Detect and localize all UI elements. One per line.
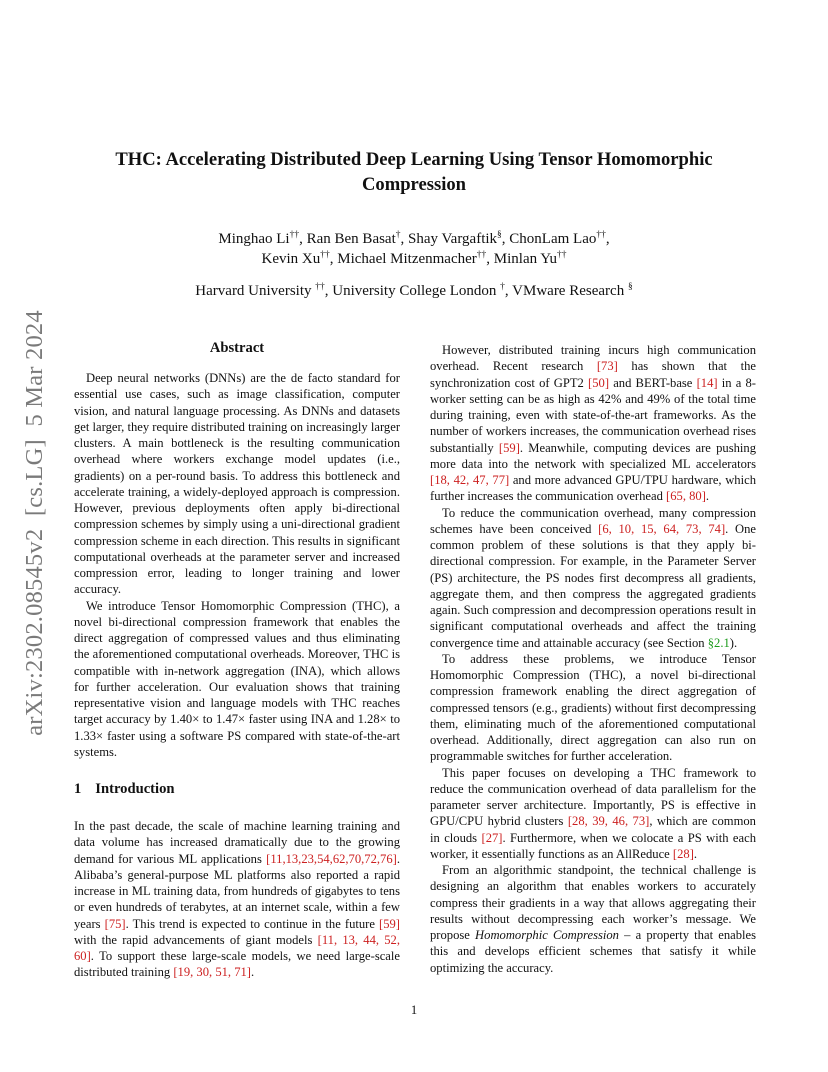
author-name: Michael Mitzenmacher: [337, 251, 477, 267]
arxiv-id-text: arXiv:2302.08545v2 [cs.LG] 5 Mar 2024: [21, 310, 48, 736]
paper-title: THC: Accelerating Distributed Deep Learning Using Tensor Homomorphic Compression: [115, 149, 713, 195]
author-name: ChonLam Lao: [509, 231, 597, 247]
emphasis: Homomorphic Compression: [475, 928, 619, 942]
affiliations: Harvard University ††, University College London †, VMware Research §: [195, 282, 633, 299]
intro-right-column: [430, 342, 756, 976]
paragraph: In the past decade, the scale of machine learning training and data volume has increased dramatically due to the growing demand for various ML applications [11,13,23,54,62,70,72,76]. Alibaba’s general-purpose ML platforms also reported a rapid increase in ML training data, from hundreds of gigabytes to tens or even hundreds of terabytes, at an internet scale, within a few years [75]. This trend is expected to continue in the future [59] with the rapid advancements of giant models [11, 13, 44, 52, 60]. To support these large-scale models, we need large-scale distributed training [19, 30, 51, 71].: [74, 819, 400, 980]
paragraph: This paper focuses on developing a THC framework to reduce the communication overhead of data parallelism for the parameter server architecture. Importantly, PS is effective in GPU/CPU hybrid clusters [28, 39, 46, 73], which are common in clouds [27]. Furthermore, when we colocate a PS with each worker, it essentially functions as an AllReduce [28].: [430, 765, 756, 861]
paragraph: From an algorithmic standpoint, the technical challenge is designing an algorithm that enables workers to accurately compress their gradients in a way that allows aggregating their results without decompressing each worker’s message. We propose Homomorphic Compression – a property that enables this and develops efficient schemes that satisfy it while optimizing the accuracy.: [430, 863, 756, 975]
abstract-heading: Abstract: [209, 340, 265, 356]
affiliation-mark: ††: [315, 282, 325, 292]
affiliation-name: Harvard University: [195, 283, 316, 299]
author-line-1: Minghao Li††, Ran Ben Basat†, Shay Vargaftik§, ChonLam Lao††,: [218, 230, 610, 247]
author-line-2: Kevin Xu††, Michael Mitzenmacher††, Minlan Yu††: [261, 250, 567, 267]
affiliation-mark: ††: [320, 250, 330, 260]
citation-link: [28]: [672, 846, 694, 861]
author-name: Kevin Xu: [261, 251, 321, 267]
section-number: 1: [74, 781, 82, 797]
paragraph: However, distributed training incurs high communication overhead. Recent research [73] has shown that the synchronization cost of GPT2 [50] and BERT-base [14] in a 8-worker setting can be as high as 42% and 49% of the total time during training, even with state-of-the-art frameworks. As the number of workers increases, the communication overhead rises substantially [59]. Meanwhile, computing devices are pushing more data into the network with specialized ML accelerators [18, 42, 47, 77] and more advanced GPU/TPU hardware, which further increases the communication overhead [65, 80].: [430, 343, 756, 504]
affiliation-name: University College London: [332, 283, 501, 299]
author-name: Minlan Yu: [493, 251, 557, 267]
citation-link: [27]: [481, 830, 503, 845]
page-number: 1: [410, 1003, 418, 1017]
citation-link: [28, 39, 46, 73]: [567, 814, 650, 829]
author-list: [80, 229, 748, 269]
citation-link: [11, 13, 44, 52, 60]: [74, 932, 400, 963]
citation-link: [50]: [588, 375, 610, 390]
affiliation-mark: ††: [556, 250, 567, 260]
citation-link: [59]: [379, 916, 400, 931]
abstract-body: [74, 370, 400, 760]
arxiv-identifier: [22, 288, 48, 758]
citation-link: [14]: [696, 375, 718, 390]
paragraph: We introduce Tensor Homomorphic Compression (THC), a novel bi-directional compression framework that enables the direct aggregation of compressed values and thus eliminating the aforementioned computational overheads. Moreover, THC is compatible with in-network aggregation (INA), which allows for further acceleration. Our evaluation shows that training representative vision and language models with THC reaches target accuracy by 1.40× to 1.47× faster using INA and 1.28× to 1.33× faster using a software PS compared with state-of-the-art systems.: [74, 598, 400, 759]
citation-link: [73]: [596, 359, 618, 374]
intro-left-column: [74, 818, 400, 981]
affiliation-mark: †: [500, 282, 505, 292]
citation-link: [6, 10, 15, 64, 73, 74]: [598, 521, 726, 536]
affiliation-mark: ††: [289, 230, 300, 240]
section-ref-link: §2.1: [707, 635, 730, 650]
affiliation-mark: §: [497, 230, 502, 240]
affiliation-mark: †: [395, 230, 401, 240]
citation-link: [19, 30, 51, 71]: [173, 965, 251, 980]
citation-link: [75]: [104, 916, 126, 931]
paragraph: Deep neural networks (DNNs) are the de facto standard for essential use cases, such as image classification, computer vision, and natural language processing. As DNNs and datasets get larger, they require distributed training on increasingly larger clusters. A main bottleneck is the resulting communication overhead where workers exchange model updates (i.e., gradients) on a per-round basis. To address this bottleneck and accelerate training, a widely-deployed approach is compression. However, previous deployments often apply bi-directional compression schemes by simply using a uni-directional gradient compression scheme in each direction. This results in significant computational overheads at the parameter server and increased compression error, leading to longer training and lower accuracy.: [74, 371, 401, 597]
author-name: Shay Vargaftik: [408, 231, 498, 247]
author-name: Ran Ben Basat: [306, 231, 396, 247]
citation-link: [59]: [498, 440, 520, 455]
paragraph: To address these problems, we introduce Tensor Homomorphic Compression (THC), a novel bi-directional compression framework enabling the direct aggregation of compressed tensors (e.g., gradients) without first decompressing them, eliminating much of the aforementioned computational overhead. Additionally, direct aggregation can also run on programmable switches for further acceleration.: [430, 651, 756, 764]
affiliation-name: VMware Research: [512, 283, 628, 299]
affiliation-mark: ††: [476, 250, 487, 260]
affiliation-mark: ††: [596, 230, 606, 240]
citation-link: [11,13,23,54,62,70,72,76]: [266, 851, 397, 866]
affiliation-mark: §: [627, 282, 633, 292]
citation-link: [65, 80]: [666, 489, 706, 504]
author-name: Minghao Li: [218, 231, 290, 247]
section-heading: [74, 781, 175, 798]
citation-link: [18, 42, 47, 77]: [430, 473, 510, 487]
paragraph: To reduce the communication overhead, many compression schemes have been conceived [6, 10, 15, 64, 73, 74]. One common problem of these solutions is that they apply bi-directional compression. For example, in the Parameter Server (PS) architecture, the PS nodes first decompress all gradients, aggregate them, and then compress the aggregated gradients again. Such compression and decompression operations result in significant computational overheads and affect the training convergence time and attainable accuracy (see Section §2.1).: [430, 505, 756, 650]
section-title: Introduction: [95, 781, 175, 797]
